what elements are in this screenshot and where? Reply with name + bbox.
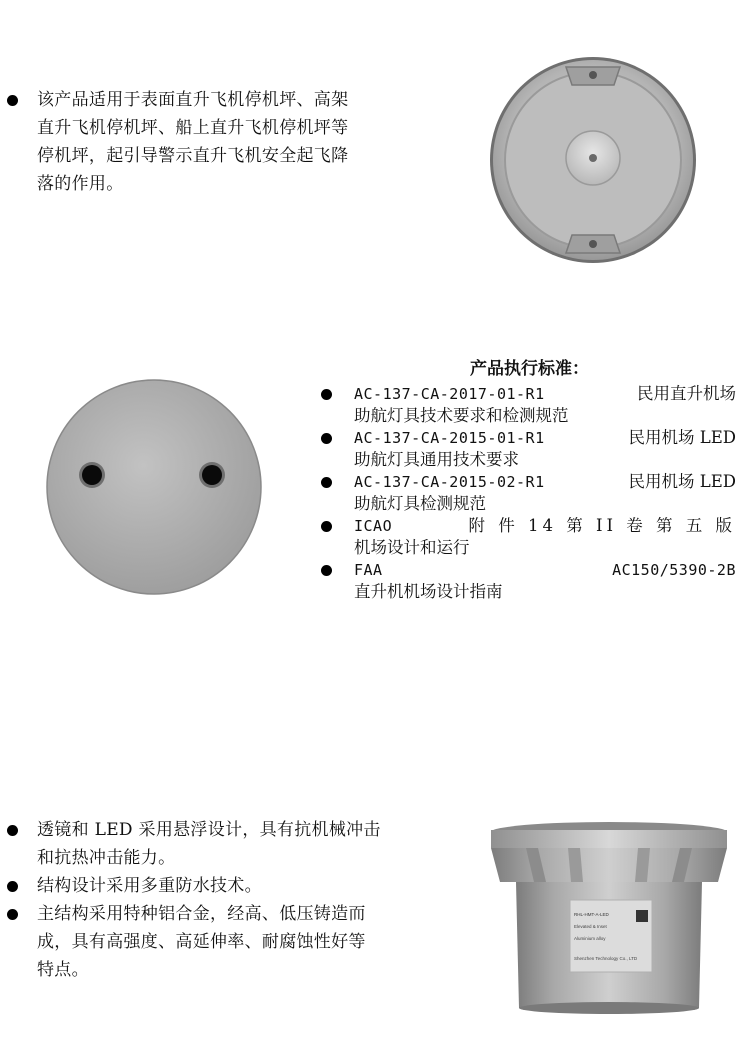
fixture-top-view-image bbox=[486, 55, 700, 265]
standard-desc: 直升机机场设计指南 bbox=[354, 582, 503, 601]
standards-title: 产品执行标准： bbox=[470, 359, 589, 379]
standard-item bbox=[318, 559, 736, 603]
feature-bullet bbox=[0, 816, 450, 872]
standard-item bbox=[318, 471, 736, 515]
feature-bullets bbox=[0, 816, 450, 984]
label-line: RHL-HMT-A-LED bbox=[574, 912, 609, 917]
label-line: Aluminium alloy bbox=[574, 936, 606, 941]
bullet-dot-icon bbox=[7, 825, 18, 836]
bullet-dot-icon bbox=[321, 389, 332, 400]
standard-name: AC150/5390-2B bbox=[612, 561, 736, 579]
standard-name: 附 件 14 第 II 卷 第 五 版 bbox=[468, 516, 736, 535]
bullet-line: 落的作用。 bbox=[37, 174, 124, 194]
fixture-housing-image bbox=[486, 820, 732, 1016]
section-features bbox=[0, 720, 750, 1047]
section-standards bbox=[0, 300, 750, 720]
standard-code: AC-137-CA-2015-02-R1 bbox=[354, 473, 545, 491]
standard-name: 民用机场 LED bbox=[628, 472, 736, 491]
bullet-line: 该产品适用于表面直升飞机停机坪、高架 bbox=[37, 90, 349, 110]
application-bullet bbox=[0, 86, 450, 198]
feature-bullet bbox=[0, 872, 450, 900]
bullet-dot-icon bbox=[321, 565, 332, 576]
standard-code: FAA bbox=[354, 561, 383, 579]
bullet-line: 成，具有高强度、高延伸率、耐腐蚀性好等 bbox=[37, 932, 366, 952]
bullet-line: 和抗热冲击能力。 bbox=[37, 848, 176, 868]
bullet-dot-icon bbox=[7, 95, 18, 106]
feature-bullet bbox=[0, 900, 450, 984]
bullet-dot-icon bbox=[321, 521, 332, 532]
standard-item bbox=[318, 427, 736, 471]
bullet-dot-icon bbox=[321, 477, 332, 488]
bullet-line: 特点。 bbox=[37, 960, 89, 980]
bullet-dot-icon bbox=[7, 881, 18, 892]
standard-desc: 机场设计和运行 bbox=[354, 538, 470, 557]
application-bullets bbox=[0, 86, 450, 198]
standard-name: 民用直升机场 bbox=[637, 384, 736, 403]
bullet-line: 停机坪，起引导警示直升飞机安全起飞降 bbox=[37, 146, 349, 166]
bullet-line: 结构设计采用多重防水技术。 bbox=[37, 876, 262, 896]
standard-name: 民用机场 LED bbox=[628, 428, 736, 447]
standard-code: ICAO bbox=[354, 517, 393, 535]
standard-item bbox=[318, 383, 736, 427]
label-line: Elevated & Inset bbox=[574, 924, 607, 929]
standard-desc: 助航灯具检测规范 bbox=[354, 494, 486, 513]
bullet-line: 透镜和 LED 采用悬浮设计，具有抗机械冲击 bbox=[37, 820, 381, 840]
standard-item bbox=[318, 515, 736, 559]
bullet-dot-icon bbox=[7, 909, 18, 920]
bullet-dot-icon bbox=[321, 433, 332, 444]
label-line: Shenzhen Technology Co., LTD bbox=[574, 956, 638, 961]
standards-list bbox=[318, 383, 736, 603]
standard-desc: 助航灯具通用技术要求 bbox=[354, 450, 519, 469]
fixture-cover-image bbox=[45, 378, 263, 596]
standard-code: AC-137-CA-2015-01-R1 bbox=[354, 429, 545, 447]
bullet-line: 直升飞机停机坪、船上直升飞机停机坪等 bbox=[37, 118, 349, 138]
bullet-line: 主结构采用特种铝合金，经高、低压铸造而 bbox=[37, 904, 366, 924]
standard-desc: 助航灯具技术要求和检测规范 bbox=[354, 406, 569, 425]
section-application bbox=[0, 0, 750, 300]
standard-code: AC-137-CA-2017-01-R1 bbox=[354, 385, 545, 403]
